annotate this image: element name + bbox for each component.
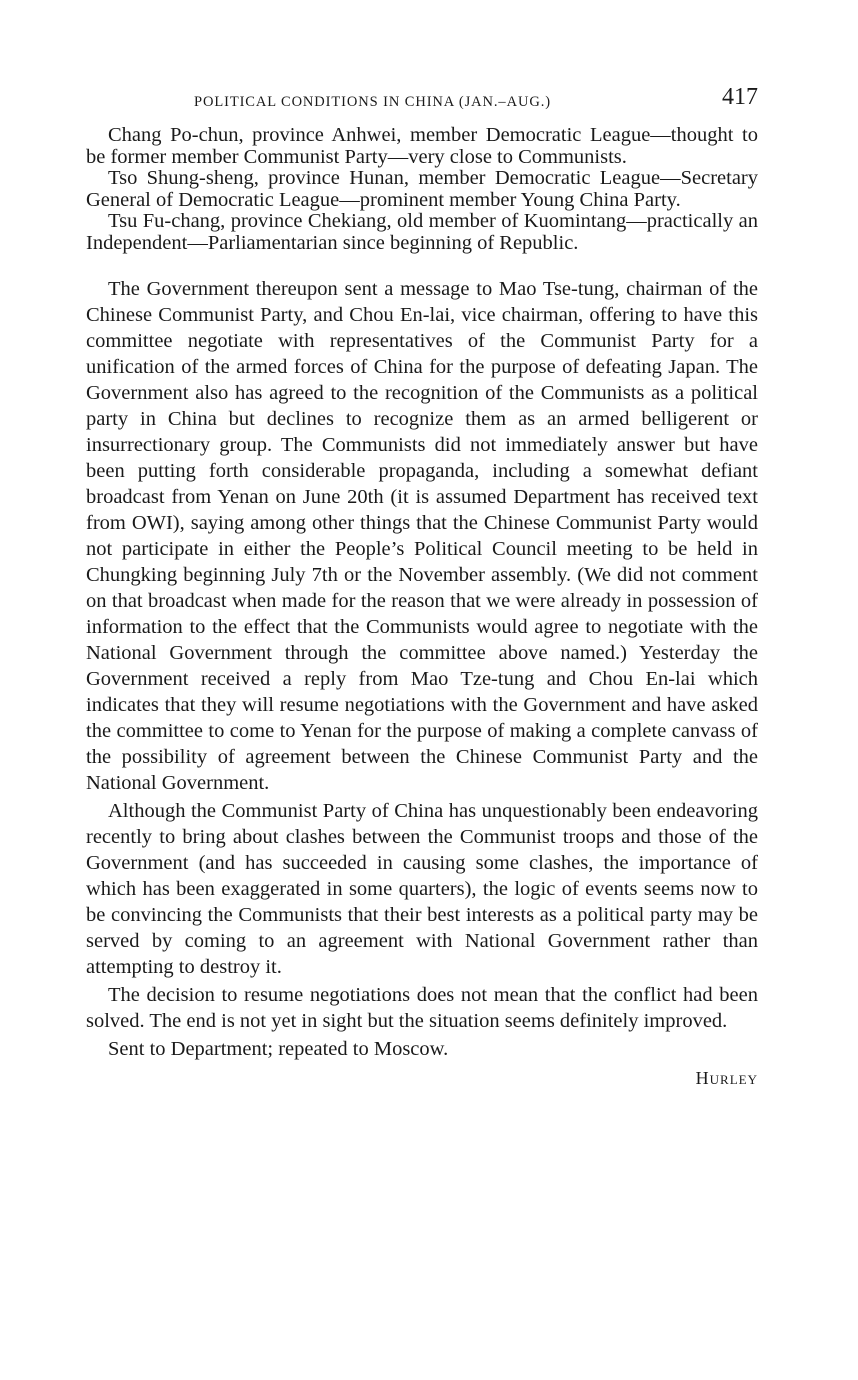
committee-member-list [86,125,758,254]
paragraph-government-message: The Government thereupon sent a message to Mao Tse-tung, chairman of the Chinese Communist Party, and Chou En-lai, vice chairman, offering to have this committee negotiate with representatives of the Communist Party for a unification of the armed forces of China for the purpose of defeating Japan. The Government also has agreed to the recognition of the Communists as a political party in China but declines to recognize them as an armed belligerent or insurrectionary group. The Communists did not immediately answer but have been putting forth considerable propaganda, including a somewhat defiant broadcast from Yenan on June 20th (it is assumed Department has received text from OWI), saying among other things that the Chinese Communist Party would not participate in either the People’s Political Council meeting to be held in Chungking beginning July 7th or the November assembly. (We did not comment on that broadcast when made for the reason that we were already in possession of information to the effect that the Communists would agree to negotiate with the National Government through the committee above named.) Yesterday the Government received a reply from Mao Tze-tung and Chou En-lai which indicates that they will resume negotiations with the Government and have asked the committee to come to Yenan for the purpose of making a complete canvass of the possibility of agreement between the Chinese Communist Party and the National Government. [86,278,758,794]
document-page [86,84,758,1089]
signature: Hurley [695,1068,758,1088]
paragraph-decision-negotiations: The decision to resume negotiations does not mean that the conflict had been solved. The end is not yet in sight but the situation seems definitely improved. [86,984,758,1032]
page-number: 417 [722,84,758,110]
paragraph-sent-to-department: Sent to Department; repeated to Moscow. [108,1038,449,1060]
member-entry-tsu-fu-chang: Tsu Fu-chang, province Chekiang, old member of Kuomintang—practically an Independent—Parliamentarian since beginning of Republic. [86,210,758,254]
member-entry-tso-shung-sheng: Tso Shung-sheng, province Hunan, member Democratic League—Secretary General of Democratic League—prominent member Young China Party. [86,167,758,211]
member-entry-chang-po-chun: Chang Po-chun, province Anhwei, member Democratic League—thought to be former member Communist Party—very close to Communists. [86,124,758,168]
running-header [86,84,758,116]
running-title: POLITICAL CONDITIONS IN CHINA (JAN.–AUG.) [194,94,551,110]
telegram-body [86,276,758,1062]
paragraph-communist-clashes: Although the Communist Party of China has unquestionably been endeavoring recently to bring about clashes between the Communist troops and those of the Government (and has succeeded in causing some clashes, the importance of which has been exaggerated in some quarters), the logic of events seems now to be convincing the Communists that their best interests as a political party may be served by coming to an agreement with National Government rather than attempting to destroy it. [86,800,758,978]
